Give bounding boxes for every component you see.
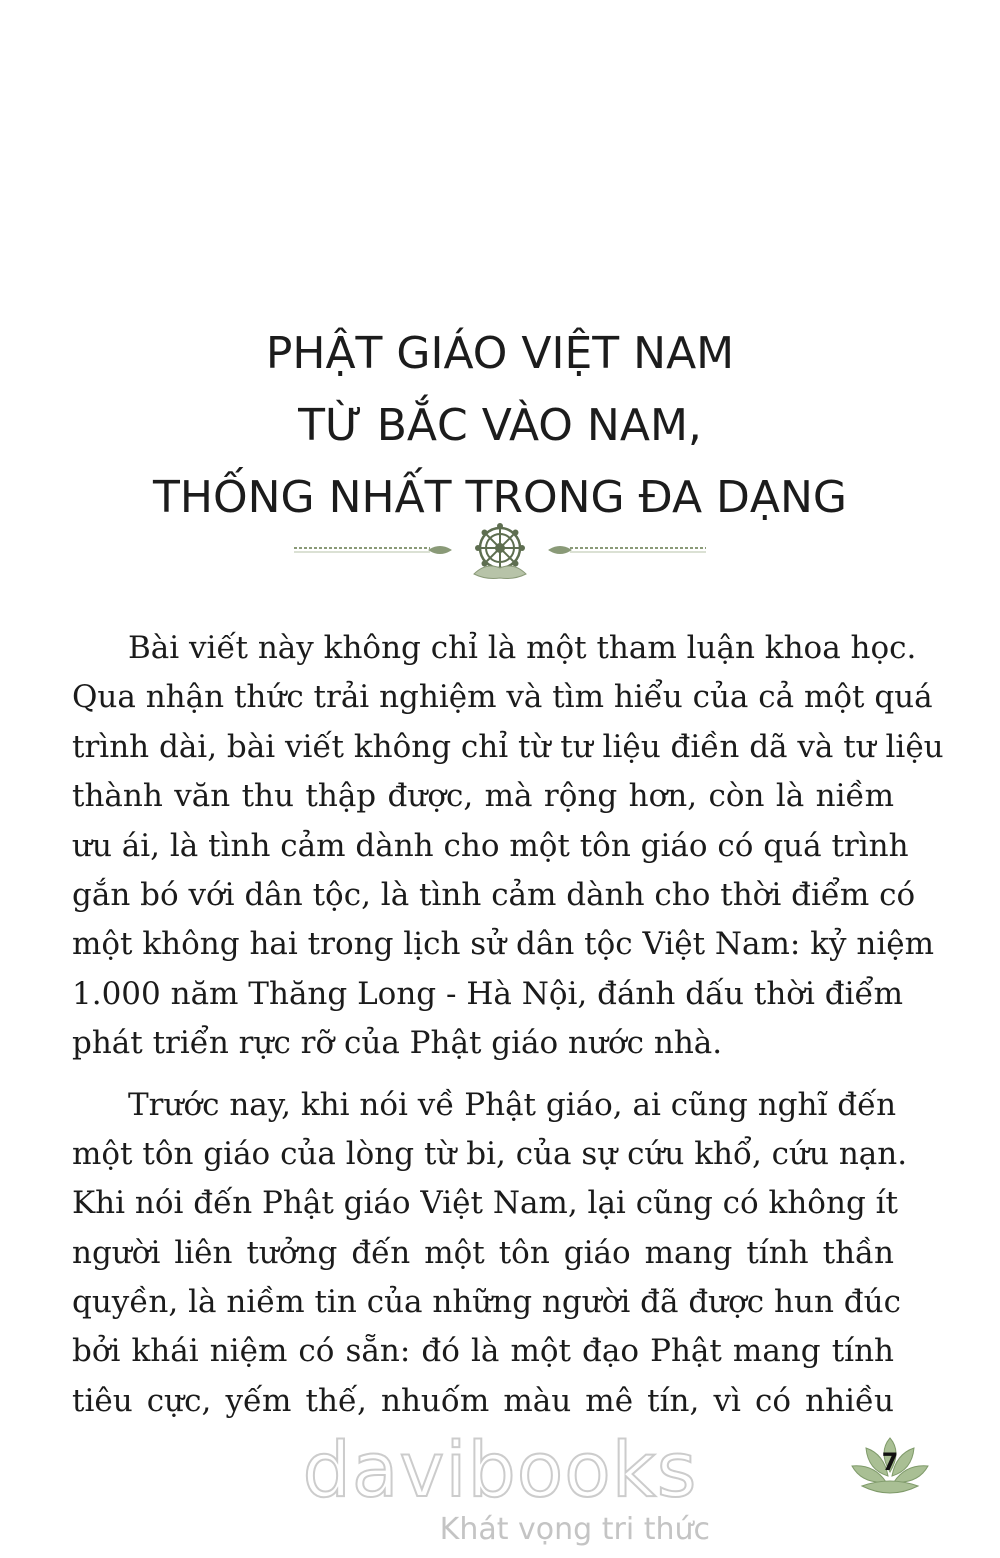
chapter-title-line-3: THỐNG NHẤT TRONG ĐA DẠNG xyxy=(152,472,848,523)
page-number: 7 xyxy=(881,1448,899,1476)
paragraph-line: trình dài, bài viết không chỉ từ tư liệu điền dã và tư liệu xyxy=(72,728,944,765)
paragraph-line: bởi khái niệm có sẵn: đó là một đạo Phật mang tính xyxy=(72,1333,894,1370)
paragraph-line: thành văn thu thập được, mà rộng hơn, còn là niềm xyxy=(72,778,894,815)
chapter-title-line-2: TỪ BẮC VÀO NAM, xyxy=(298,400,702,451)
chapter-title xyxy=(0,318,1000,534)
paragraph-line: tiêu cực, yếm thế, nhuốm màu mê tín, vì có nhiều xyxy=(72,1382,894,1419)
paragraph-line: Trước nay, khi nói về Phật giáo, ai cũng nghĩ đến xyxy=(128,1086,897,1123)
paragraph-1 xyxy=(72,624,944,1069)
dharma-wheel-divider-ornament xyxy=(290,520,710,584)
chapter-title-line-1: PHẬT GIÁO VIỆT NAM xyxy=(265,328,735,379)
paragraph-line: quyền, là niềm tin của những người đã được hun đúc xyxy=(72,1284,901,1321)
watermark-brand: davibooks xyxy=(302,1425,698,1514)
paragraph-line: Khi nói đến Phật giáo Việt Nam, lại cũng có không ít xyxy=(72,1185,899,1222)
paragraph-line: một không hai trong lịch sử dân tộc Việt Nam: kỷ niệm xyxy=(72,926,934,963)
paragraph-line: gắn bó với dân tộc, là tình cảm dành cho thời điểm có xyxy=(72,876,916,913)
paragraph-line: 1.000 năm Thăng Long - Hà Nội, đánh dấu thời điểm xyxy=(72,975,903,1012)
paragraph-line: phát triển rực rỡ của Phật giáo nước nhà. xyxy=(72,1025,723,1062)
paragraph-line: ưu ái, là tình cảm dành cho một tôn giáo có quá trình xyxy=(72,827,909,864)
paragraph-line: Bài viết này không chỉ là một tham luận khoa học. xyxy=(128,630,917,666)
paragraph-line: người liên tưởng đến một tôn giáo mang tính thần xyxy=(72,1234,894,1271)
body-text xyxy=(72,624,944,1438)
paragraph-2 xyxy=(72,1081,908,1427)
paragraph-line: Qua nhận thức trải nghiệm và tìm hiểu của cả một quá xyxy=(72,679,933,716)
watermark-tagline: Khát vọng tri thức xyxy=(439,1512,710,1547)
paragraph-line: một tôn giáo của lòng từ bi, của sự cứu khổ, cứu nạn. xyxy=(72,1135,908,1172)
